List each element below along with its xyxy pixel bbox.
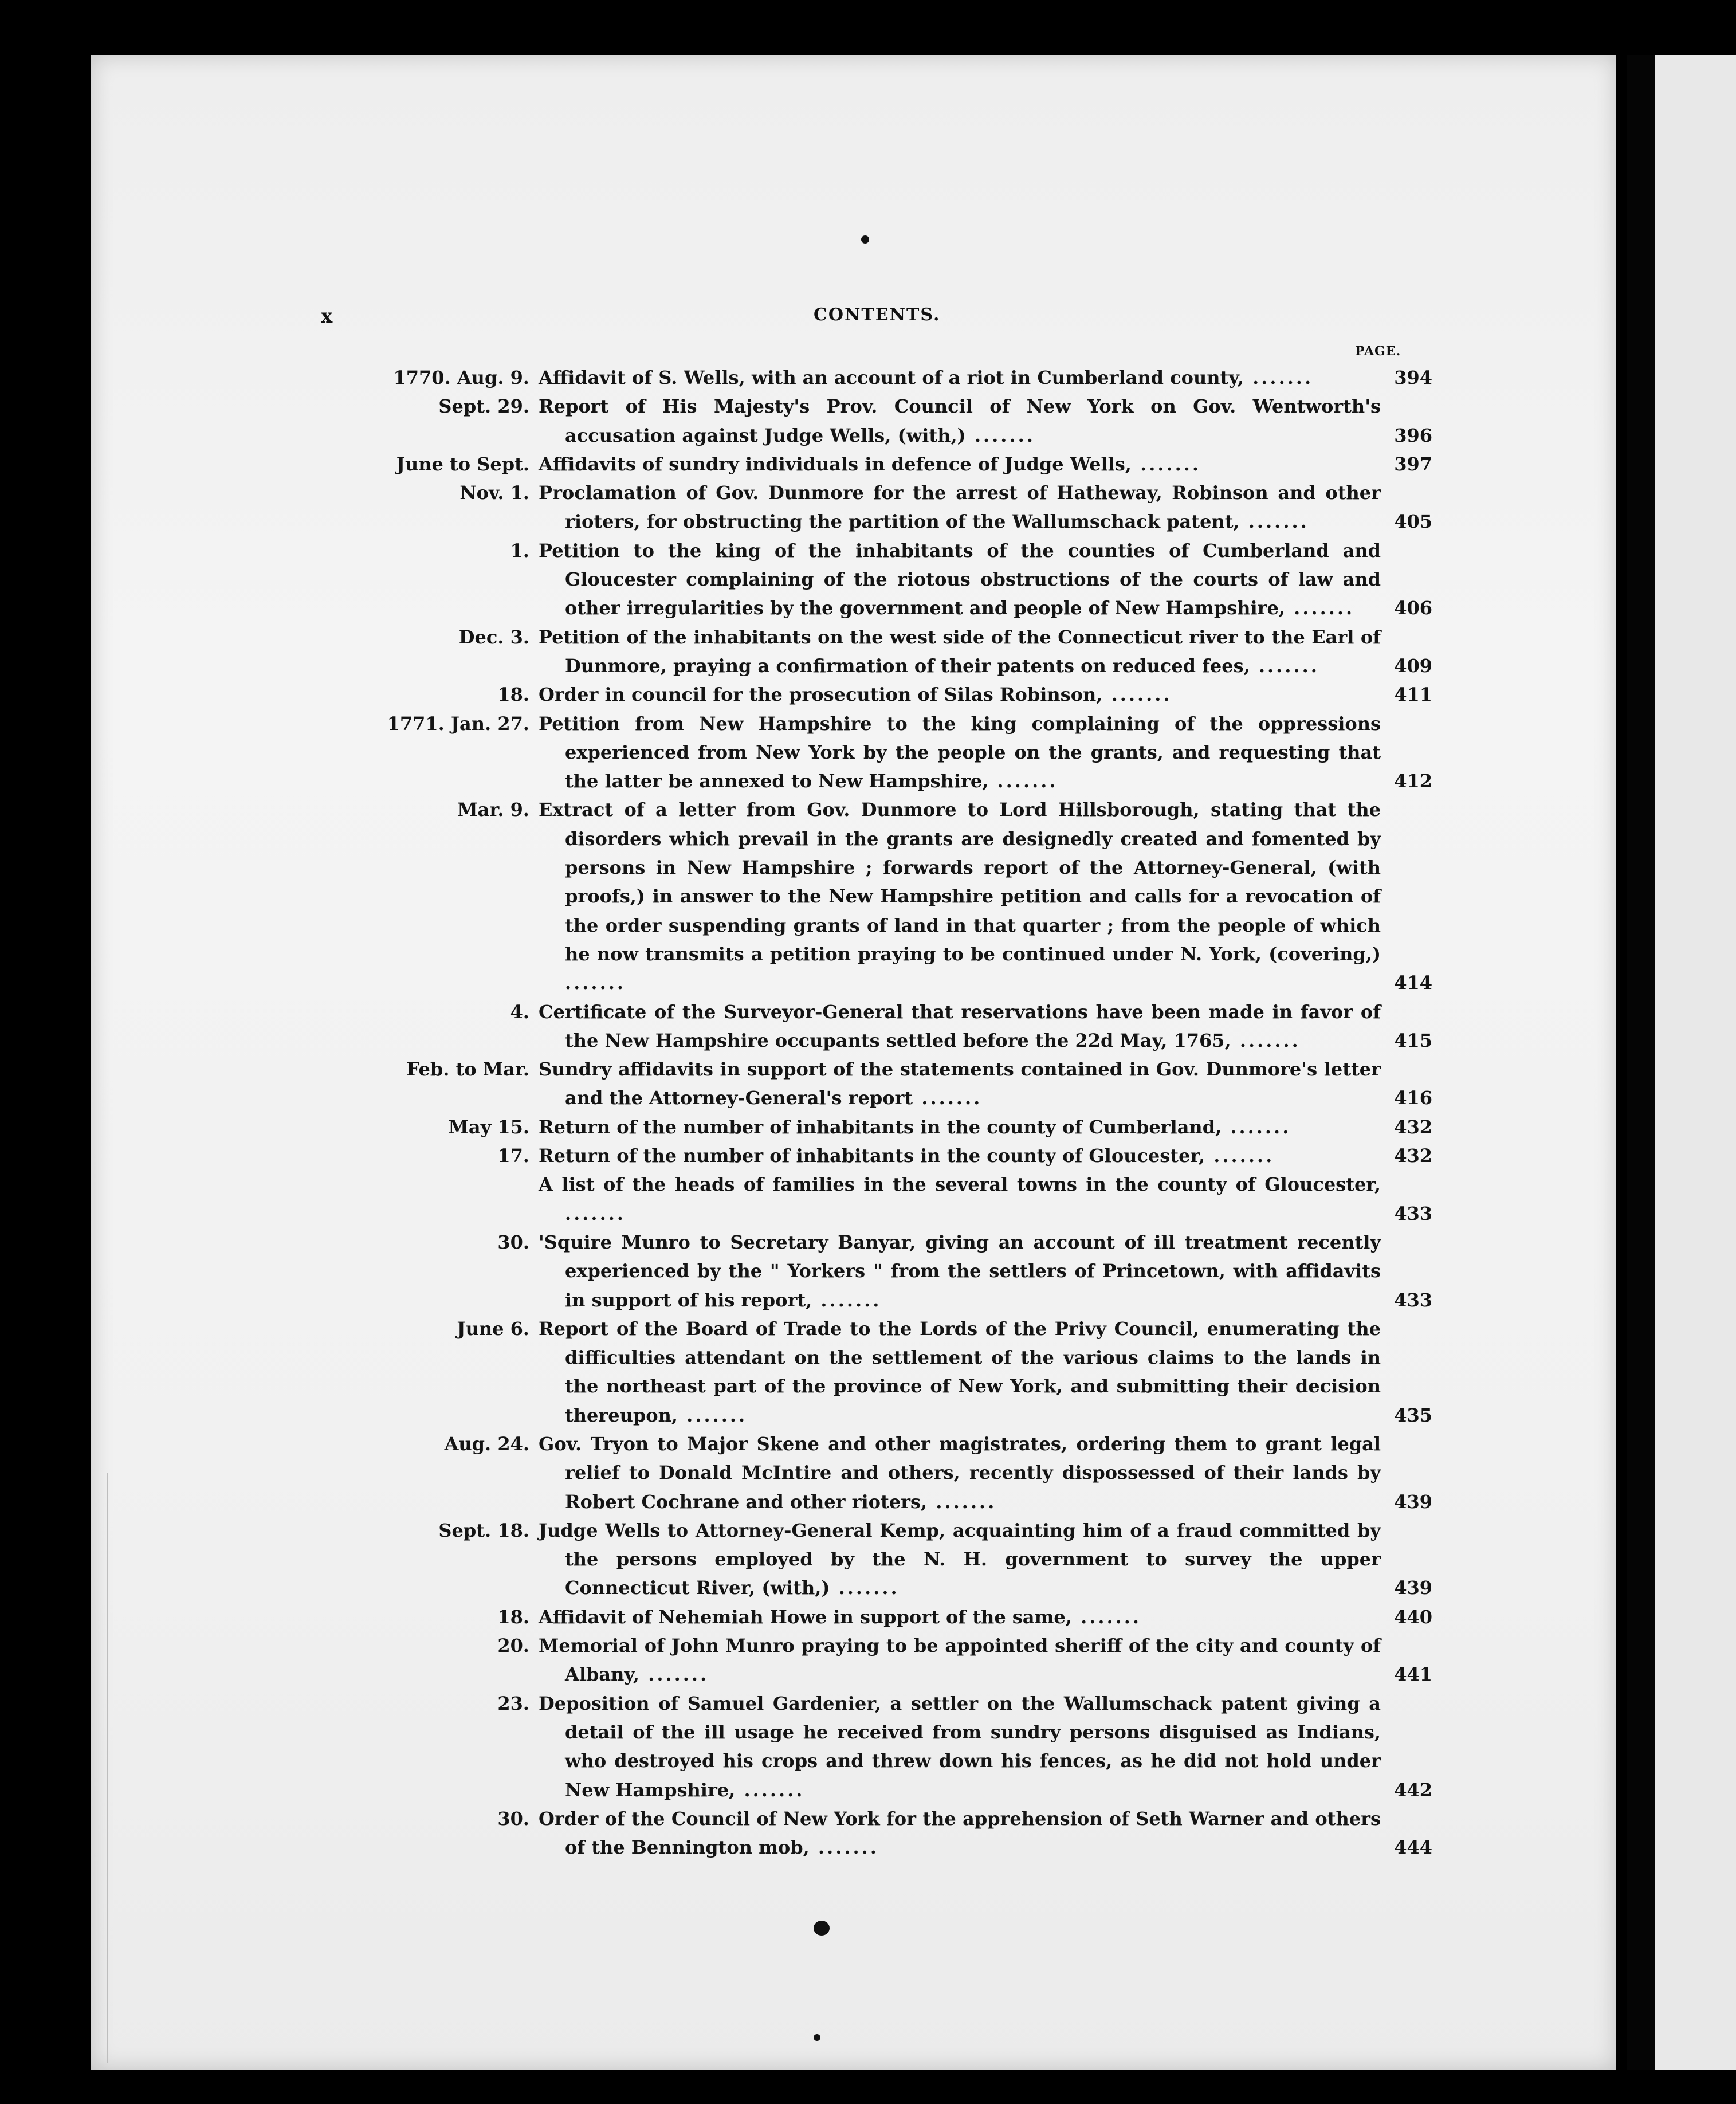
entry-text: Return of the number of inhabitants in the county of Gloucester, (539, 1145, 1205, 1167)
dot-leader: ....... (809, 1836, 879, 1859)
entry-text: Petition of the inhabitants on the west side of the Connecticut river to the Earl of Dunmore, praying a confirmation of their patents on reduced fees, (539, 626, 1381, 677)
entry-text: Petition from New Hampshire to the king complaining of the oppressions experienced from New York by the people on the grants, and requesting that the latter be annexed to New Hampshire, (539, 712, 1381, 792)
entry-description (539, 709, 1381, 796)
entry-page-number: 439 (1394, 1577, 1432, 1599)
entry-page-number: 396 (1394, 424, 1432, 446)
page-column-label: PAGE. (1355, 344, 1401, 359)
entry-date: 1. (510, 539, 529, 562)
entry-description (539, 795, 1381, 997)
dot-leader: ....... (1222, 1116, 1291, 1138)
entry-description (539, 1055, 1381, 1113)
dot-leader: ....... (927, 1490, 997, 1513)
entry-text: Deposition of Samuel Gardenier, a settler on the Wallumschack patent giving a detail of the ill usage he received from sundry persons disguised as Indians, who destroyed his crops and threw down his fences, as he did not hold under New Hampshire, (539, 1692, 1381, 1801)
contents-entry (338, 1631, 1432, 1689)
entry-text: Order in council for the prosecution of Silas Robinson, (539, 684, 1103, 706)
entry-description (539, 536, 1381, 623)
entry-description (539, 1804, 1381, 1862)
entry-page-number: 441 (1394, 1663, 1432, 1686)
entry-page-number: 414 (1394, 972, 1432, 994)
page-header (321, 305, 1696, 333)
contents-entry (338, 1228, 1432, 1314)
entry-text: Order of the Council of New York for the apprehension of Seth Warner and others of the Bennington mob, (539, 1807, 1381, 1859)
dot-leader: ....... (1244, 367, 1314, 388)
entry-description (539, 1228, 1381, 1314)
binding-gutter (1627, 55, 1655, 2070)
dot-leader: ....... (913, 1087, 983, 1109)
entry-date: Mar. 9. (457, 799, 529, 821)
entry-page-number: 440 (1394, 1606, 1432, 1628)
dot-leader: ....... (1071, 1606, 1142, 1628)
entry-text: Memorial of John Munro praying to be appointed sheriff of the city and county of Albany, (539, 1635, 1381, 1686)
entry-description (539, 680, 1381, 709)
contents-entry (338, 1314, 1432, 1430)
entry-text: Return of the number of inhabitants in the county of Cumberland, (539, 1116, 1222, 1138)
dot-leader: ....... (1231, 1029, 1301, 1051)
dot-leader: ....... (1285, 597, 1355, 619)
entry-date: 30. (497, 1231, 529, 1253)
dot-leader: ....... (735, 1779, 805, 1801)
entry-text: Petition to the king of the inhabitants of the counties of Cumberland and Gloucester complaining of the riotous obstructions of the courts of law and other irregularities by the government and people of New Hampshire, (539, 539, 1381, 619)
ink-spot (861, 235, 869, 244)
contents-entry (338, 709, 1432, 796)
contents-entry (338, 1804, 1432, 1862)
entry-page-number: 397 (1394, 453, 1432, 475)
contents-entry (338, 1689, 1432, 1804)
entry-page-number: 433 (1394, 1289, 1432, 1311)
entry-page-number: 394 (1394, 367, 1432, 388)
dot-leader: ....... (1205, 1145, 1275, 1167)
entry-page-number: 415 (1394, 1029, 1432, 1051)
contents-entry (338, 1113, 1432, 1141)
entry-text: Certificate of the Surveyor-General that reservations have been made in favor of the New Hampshire occupants settled before the 22d May, 1765, (539, 1000, 1381, 1051)
contents-entry (338, 1141, 1432, 1170)
entry-text: 'Squire Munro to Secretary Banyar, giving an account of ill treatment recently experienced by the " Yorkers " from the settlers of Princetown, with affidavits in support of his report, (539, 1231, 1381, 1311)
contents-entry (338, 795, 1432, 997)
dot-leader: ....... (1250, 654, 1319, 677)
entry-page-number: 432 (1394, 1116, 1432, 1138)
entry-date: 4. (510, 1000, 529, 1023)
entry-date: 20. (497, 1635, 529, 1657)
entry-date: Sept. 29. (438, 395, 529, 418)
entry-page-number: 405 (1394, 511, 1432, 533)
entry-description (539, 1170, 1381, 1228)
entry-text: A list of the heads of families in the several towns in the county of Gloucester, (539, 1173, 1381, 1196)
entry-date: June 6. (457, 1317, 529, 1340)
contents-entry (338, 680, 1432, 709)
dot-leader: ....... (1102, 684, 1172, 706)
entry-text: Sundry affidavits in support of the statements contained in Gov. Dunmore's letter and the Attorney-General's report (539, 1058, 1381, 1109)
entry-date: 18. (497, 684, 529, 706)
dot-leader: ....... (565, 1202, 626, 1224)
entry-date: 1770. Aug. 9. (393, 367, 529, 388)
entry-date: 23. (497, 1692, 529, 1714)
entry-description (539, 623, 1381, 681)
dot-leader: ....... (639, 1663, 709, 1686)
entry-text: Affidavits of sundry individuals in defence of Judge Wells, (539, 453, 1132, 475)
entry-text: Judge Wells to Attorney-General Kemp, acquainting him of a fraud committed by the persons employed by the N. H. government to survey the upper Connecticut River, (with,) (539, 1519, 1381, 1599)
contents-entry (338, 392, 1432, 450)
dot-leader: ....... (988, 770, 1058, 792)
entry-page-number: 406 (1394, 597, 1432, 619)
entry-description (539, 1689, 1381, 1804)
entry-page-number: 444 (1394, 1836, 1432, 1859)
entry-date: 1771. Jan. 27. (387, 712, 529, 735)
entry-date: June to Sept. (396, 453, 529, 475)
entry-page-number: 409 (1394, 654, 1432, 677)
entry-date: May 15. (448, 1116, 529, 1138)
entry-date: 17. (497, 1145, 529, 1167)
entry-date: Aug. 24. (444, 1432, 529, 1455)
entry-date: Sept. 18. (438, 1519, 529, 1541)
entry-description (539, 1516, 1381, 1603)
dot-leader: ....... (965, 424, 1035, 446)
contents-entry (338, 623, 1432, 681)
entry-description (539, 1430, 1381, 1516)
dot-leader: ....... (565, 972, 626, 994)
contents-entry (338, 1430, 1432, 1516)
contents-entry (338, 1516, 1432, 1603)
entry-text: Report of the Board of Trade to the Lords of the Privy Council, enumerating the difficulties attendant on the settlement of the various claims to the lands in the northeast part of the province of New York, and submitting their decision thereupon, (539, 1317, 1381, 1426)
entry-description (539, 1314, 1381, 1430)
entry-description (539, 478, 1381, 536)
entry-date: 18. (497, 1606, 529, 1628)
entry-description (539, 392, 1381, 450)
entry-description (539, 450, 1381, 478)
contents-entry (338, 998, 1432, 1055)
contents-entry (338, 450, 1432, 478)
contents-entry (338, 1603, 1432, 1631)
entry-date: Nov. 1. (459, 482, 529, 504)
contents-list (338, 363, 1432, 1862)
entry-text: Extract of a letter from Gov. Dunmore to Lord Hillsborough, stating that the disorders which prevail in the grants are designedly created and fomented by persons in New Hampshire ; forwards report of the Attorney-General, (with proofs,) in answer to the New Hampshire petition and calls for a revocation of the order suspending grants of land in that quarter ; from the people of which he now transmits a petition praying to be continued under N. York, (covering,) (539, 799, 1381, 965)
contents-entry (338, 478, 1432, 536)
dot-leader: ....... (830, 1577, 900, 1599)
entry-page-number: 433 (1394, 1202, 1432, 1224)
entry-text: Affidavit of Nehemiah Howe in support of the same, (539, 1606, 1072, 1628)
entry-page-number: 435 (1394, 1404, 1432, 1426)
entry-text: Gov. Tryon to Major Skene and other magistrates, ordering them to grant legal relief to Donald McIntire and others, recently dispossessed of their lands by Robert Cochrane and other rioters, (539, 1432, 1381, 1513)
page-fold-line (107, 1473, 108, 2063)
entry-date: 30. (497, 1807, 529, 1830)
entry-page-number: 439 (1394, 1490, 1432, 1513)
contents-entry (338, 363, 1432, 392)
entry-description (539, 1113, 1381, 1141)
entry-page-number: 442 (1394, 1779, 1432, 1801)
dot-leader: ....... (678, 1404, 748, 1426)
entry-page-number: 432 (1394, 1145, 1432, 1167)
entry-description (539, 1141, 1381, 1170)
entry-page-number: 416 (1394, 1087, 1432, 1109)
facing-page-edge (1655, 55, 1736, 2070)
ink-spot (814, 1921, 830, 1936)
entry-page-number: 412 (1394, 770, 1432, 792)
running-title: CONTENTS. (814, 305, 941, 325)
contents-entry (338, 1055, 1432, 1113)
entry-description (539, 1631, 1381, 1689)
entry-page-number: 411 (1394, 684, 1432, 706)
entry-date: Feb. to Mar. (406, 1058, 529, 1081)
contents-entry (338, 536, 1432, 623)
entry-date: Dec. 3. (458, 626, 529, 648)
entry-text: Affidavit of S. Wells, with an account of a riot in Cumberland county, (539, 367, 1244, 388)
dot-leader: ....... (1239, 511, 1309, 533)
dot-leader: ....... (812, 1289, 882, 1311)
page-number: x (321, 305, 333, 328)
entry-text: Report of His Majesty's Prov. Council of New York on Gov. Wentworth's accusation against Judge Wells, (with,) (539, 395, 1381, 446)
ink-spot (814, 2034, 820, 2041)
dot-leader: ....... (1131, 453, 1201, 475)
entry-description (539, 363, 1381, 392)
entry-description (539, 998, 1381, 1055)
contents-entry (338, 1170, 1432, 1228)
entry-description (539, 1603, 1381, 1631)
entry-text: Proclamation of Gov. Dunmore for the arrest of Hatheway, Robinson and other rioters, for obstructing the partition of the Wallumschack patent, (539, 482, 1381, 533)
